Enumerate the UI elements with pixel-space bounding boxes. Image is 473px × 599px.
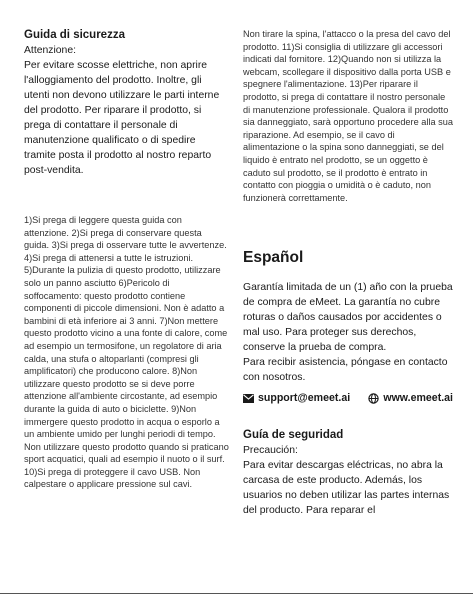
spanish-heading: Español — [243, 249, 304, 267]
right-column — [243, 28, 453, 518]
warranty-text: Garantía limitada de un (1) año con la prueba de compra de eMeet. La garantía no cubre roturas o daños causados por accidentes o mal uso. Para proteger sus derechos, conserve la prueba de compra. — [243, 282, 453, 354]
spanish-safety-title: Guía de seguridad — [243, 429, 344, 442]
attention-label: Attenzione: — [24, 45, 76, 56]
website-link[interactable]: www.emeet.ai — [383, 392, 453, 405]
email-link[interactable]: support@emeet.ai — [258, 392, 351, 405]
safety-instructions: 1)Si prega di leggere questa guida con attenzione. 2)Si prega di conservare questa guida. 3)Si prega di osservare tutte le avvertenze. 4)Si prega di attenersi a tutte le istruzioni. 5)Durante la pulizia di questo prodotto, utilizzare solo un panno asciutto 6)Pericolo di soffocamento: questo prodotto contiene componenti di piccole dimensioni. Non è adatto a bambini di età inferiore ai 3 anni. 7)Non mettere questo prodotto vicino a una fonte di calore, come ad esempio un termosifone, un regolatore di aria calda, una stufa o altoparlanti (compresi gli amplificatori) che producono calore. 8)Non utilizzare questo prodotto se si deve porre attenzione all'ambiente circostante, ad esempio durante la guida di auto o biciclette. 9)Non immergere questo prodotto in acqua o esporlo a un ambiente umido per lunghi periodi di tempo. Non utilizzare questo prodotto quando si praticano sport acquatici, quali ad esempio il nuoto o il surf. 10)Si prega di proteggere il cavo USB. Non calpestare o applicare pressione sul cavi. — [24, 215, 229, 490]
left-column — [24, 28, 229, 491]
envelope-icon — [243, 394, 254, 403]
email-contact[interactable] — [243, 391, 350, 406]
spacer — [243, 268, 453, 280]
safety-instructions-continued: Non tirare la spina, l'attacco o la presa del cavo del prodotto. 11)Si consiglia di utilizzare gli accessori indicati dal fornitore. 12)Quando non si utilizza la webcam, scollegare il dispositivo dalla porta USB e spegnere l'alimentazione. 13)Per riparare il prodotto, si prega di contattare il nostro personale di manutenzione professionale. Qualora il prodotto sia danneggiato, sarà opportuno procedere alla sua riparazione. Ad esempio, se il cavo di alimentazione o la spina sono danneggiati, se del liquido è entrato nel prodotto, se un oggetto è caduto sul prodotto, se il prodotto è entrato in contatto con pioggia o umidità o è caduto, non funzionerà correttamente. — [243, 29, 453, 203]
precaution-label: Precaución: — [243, 445, 298, 457]
support-text: Para recibir asistencia, póngase en contacto con nosotros. — [243, 357, 448, 384]
page-bottom-rule — [0, 593, 473, 594]
spacer — [243, 204, 453, 248]
globe-icon — [368, 393, 379, 404]
spacer — [24, 178, 229, 214]
safety-intro: Per evitare scosse elettriche, non aprire l'alloggiamento del prodotto. Inoltre, gli utenti non devono utilizzare le parti interne del prodotto. Per riparare il prodotto, si prega di contattare il personale di manutenzione qualificato o di spedire tramite posta il prodotto al nostro reparto post-vendita. — [24, 60, 220, 176]
website-contact[interactable] — [368, 391, 453, 406]
safety-guide-title: Guida di sicurezza — [24, 29, 125, 41]
contact-row — [243, 391, 453, 406]
spanish-safety-intro: Para evitar descargas eléctricas, no abra la carcasa de este producto. Además, los usuarios no deben utilizar las partes internas del producto. Para reparar el — [243, 460, 450, 517]
spacer — [243, 406, 453, 428]
